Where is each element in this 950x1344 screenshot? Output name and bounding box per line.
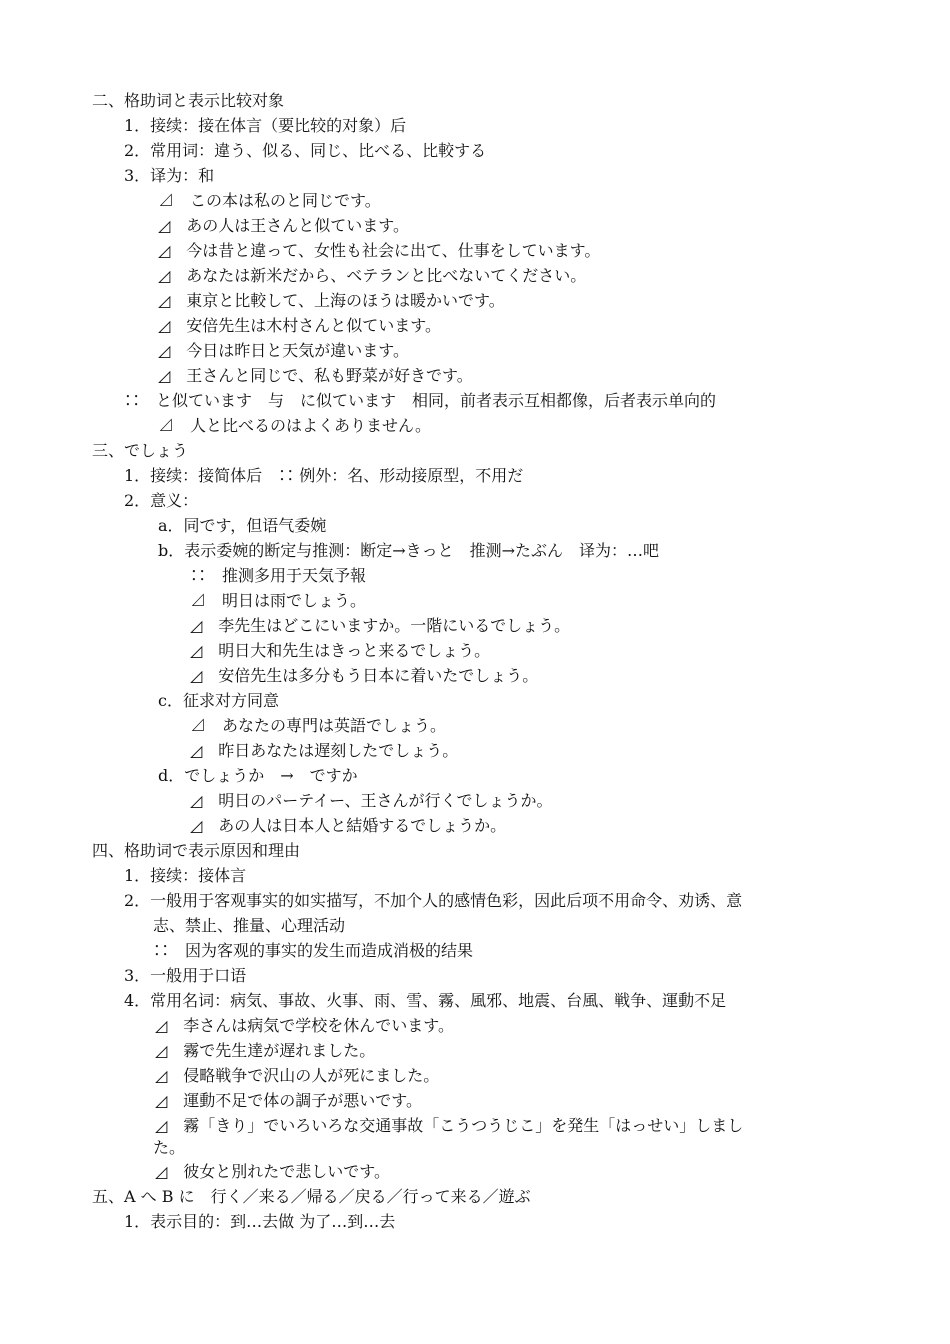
- list-item: 2．一般用于客观事实的如实描写，不加个人的感情色彩，因此后项不用命令、劝诱、意: [124, 891, 743, 910]
- example-sentence: ◿ 王さんと同じで、私も野菜が好きです。: [158, 366, 473, 385]
- example-sentence: ◿ 運動不足で体の調子が悪いです。: [155, 1091, 423, 1110]
- example-sentence: ◿ 安倍先生は木村さんと似ています。: [158, 316, 442, 335]
- list-item: 1．接续：接在体言（要比较的对象）后: [124, 116, 407, 135]
- note-line: ∷ と似ています 与 に似ています 相同，前者表示互相都像，后者表示单向的: [124, 391, 717, 410]
- example-sentence: ◿ 明日のパーテイー、王さんが行くでしょうか。: [190, 791, 553, 810]
- example-sentence: ◿ 彼女と別れたで悲しいです。: [155, 1162, 391, 1181]
- list-item: 4．常用名词：病気、事故、火事、雨、雪、霧、風邪、地震、台風、戦争、運動不足: [124, 991, 727, 1010]
- example-sentence-continued: た。: [153, 1138, 186, 1157]
- example-sentence: ⊿ 明日は雨でしょう。: [190, 591, 367, 610]
- example-sentence: ◿ 霧「きり」でいろいろな交通事故「こうつうじこ」を発生「はっせい」しまし: [155, 1116, 744, 1135]
- example-sentence: ◿ 昨日あなたは遅刻したでしょう。: [190, 741, 459, 760]
- example-sentence: ◿ あの人は日本人と結婚するでしょうか。: [190, 816, 507, 835]
- note-line: ∷ 因为客观的事实的发生而造成消极的结果: [153, 941, 474, 960]
- example-sentence: ◿ あなたは新米だから、ベテランと比べないてください。: [158, 266, 587, 285]
- section-heading: 二、格助词と表示比较对象: [92, 91, 285, 110]
- sub-item: b．表示委婉的断定与推测：断定→きっと 推测→たぶん 译为：…吧: [158, 541, 660, 560]
- list-item-continued: 志、禁止、推量、心理活动: [153, 916, 346, 935]
- example-sentence: ◿ 明日大和先生はきっと来るでしょう。: [190, 641, 491, 660]
- list-item: 1．接续：接简体后 ∷ 例外：名、形动接原型，不用だ: [124, 466, 524, 485]
- example-sentence: ◿ あの人は王さんと似ています。: [158, 216, 410, 235]
- section-heading: 五、A へ B に 行く／来る／帰る／戻る／行って来る／遊ぶ: [92, 1187, 531, 1206]
- sub-item: d．でしょうか → ですか: [158, 766, 358, 785]
- example-sentence: ◿ 霧で先生達が遅れました。: [155, 1041, 376, 1060]
- example-sentence: ◿ 安倍先生は多分もう日本に着いたでしょう。: [190, 666, 539, 685]
- example-sentence: ⊿ あなたの専門は英語でしょう。: [190, 716, 447, 735]
- example-sentence: ◿ 侵略戦争で沢山の人が死にました。: [155, 1066, 440, 1085]
- list-item: 3．译为：和: [124, 166, 215, 185]
- list-item: 1．接续：接体言: [124, 866, 247, 885]
- sub-item: c．征求对方同意: [158, 691, 279, 710]
- example-sentence: ◿ 東京と比較して、上海のほうは暖かいです。: [158, 291, 505, 310]
- example-sentence: ◿ 李さんは病気で学校を休んでいます。: [155, 1016, 455, 1035]
- list-item: 1．表示目的：到…去做 为了…到…去: [124, 1212, 396, 1231]
- list-item: 2．常用词：違う、似る、同じ、比べる、比較する: [124, 141, 487, 160]
- example-sentence: ◿ 李先生はどこにいますか。一階にいるでしょう。: [190, 616, 571, 635]
- note-line: ∷ 推测多用于天気予報: [190, 566, 367, 585]
- example-sentence: ◿ 今日は昨日と天気が違います。: [158, 341, 410, 360]
- example-sentence: ⊿ 人と比べるのはよくありません。: [158, 416, 431, 435]
- list-item: 3．一般用于口语: [124, 966, 247, 985]
- sub-item: a．同です，但语气委婉: [158, 516, 327, 535]
- section-heading: 三、でしょう: [92, 441, 189, 460]
- example-sentence: ◿ 今は昔と違って、女性も社会に出て、仕事をしています。: [158, 241, 601, 260]
- example-sentence: ⊿ この本は私のと同じです。: [158, 191, 381, 210]
- list-item: 2．意义：: [124, 491, 199, 510]
- section-heading: 四、格助词で表示原因和理由: [92, 841, 301, 860]
